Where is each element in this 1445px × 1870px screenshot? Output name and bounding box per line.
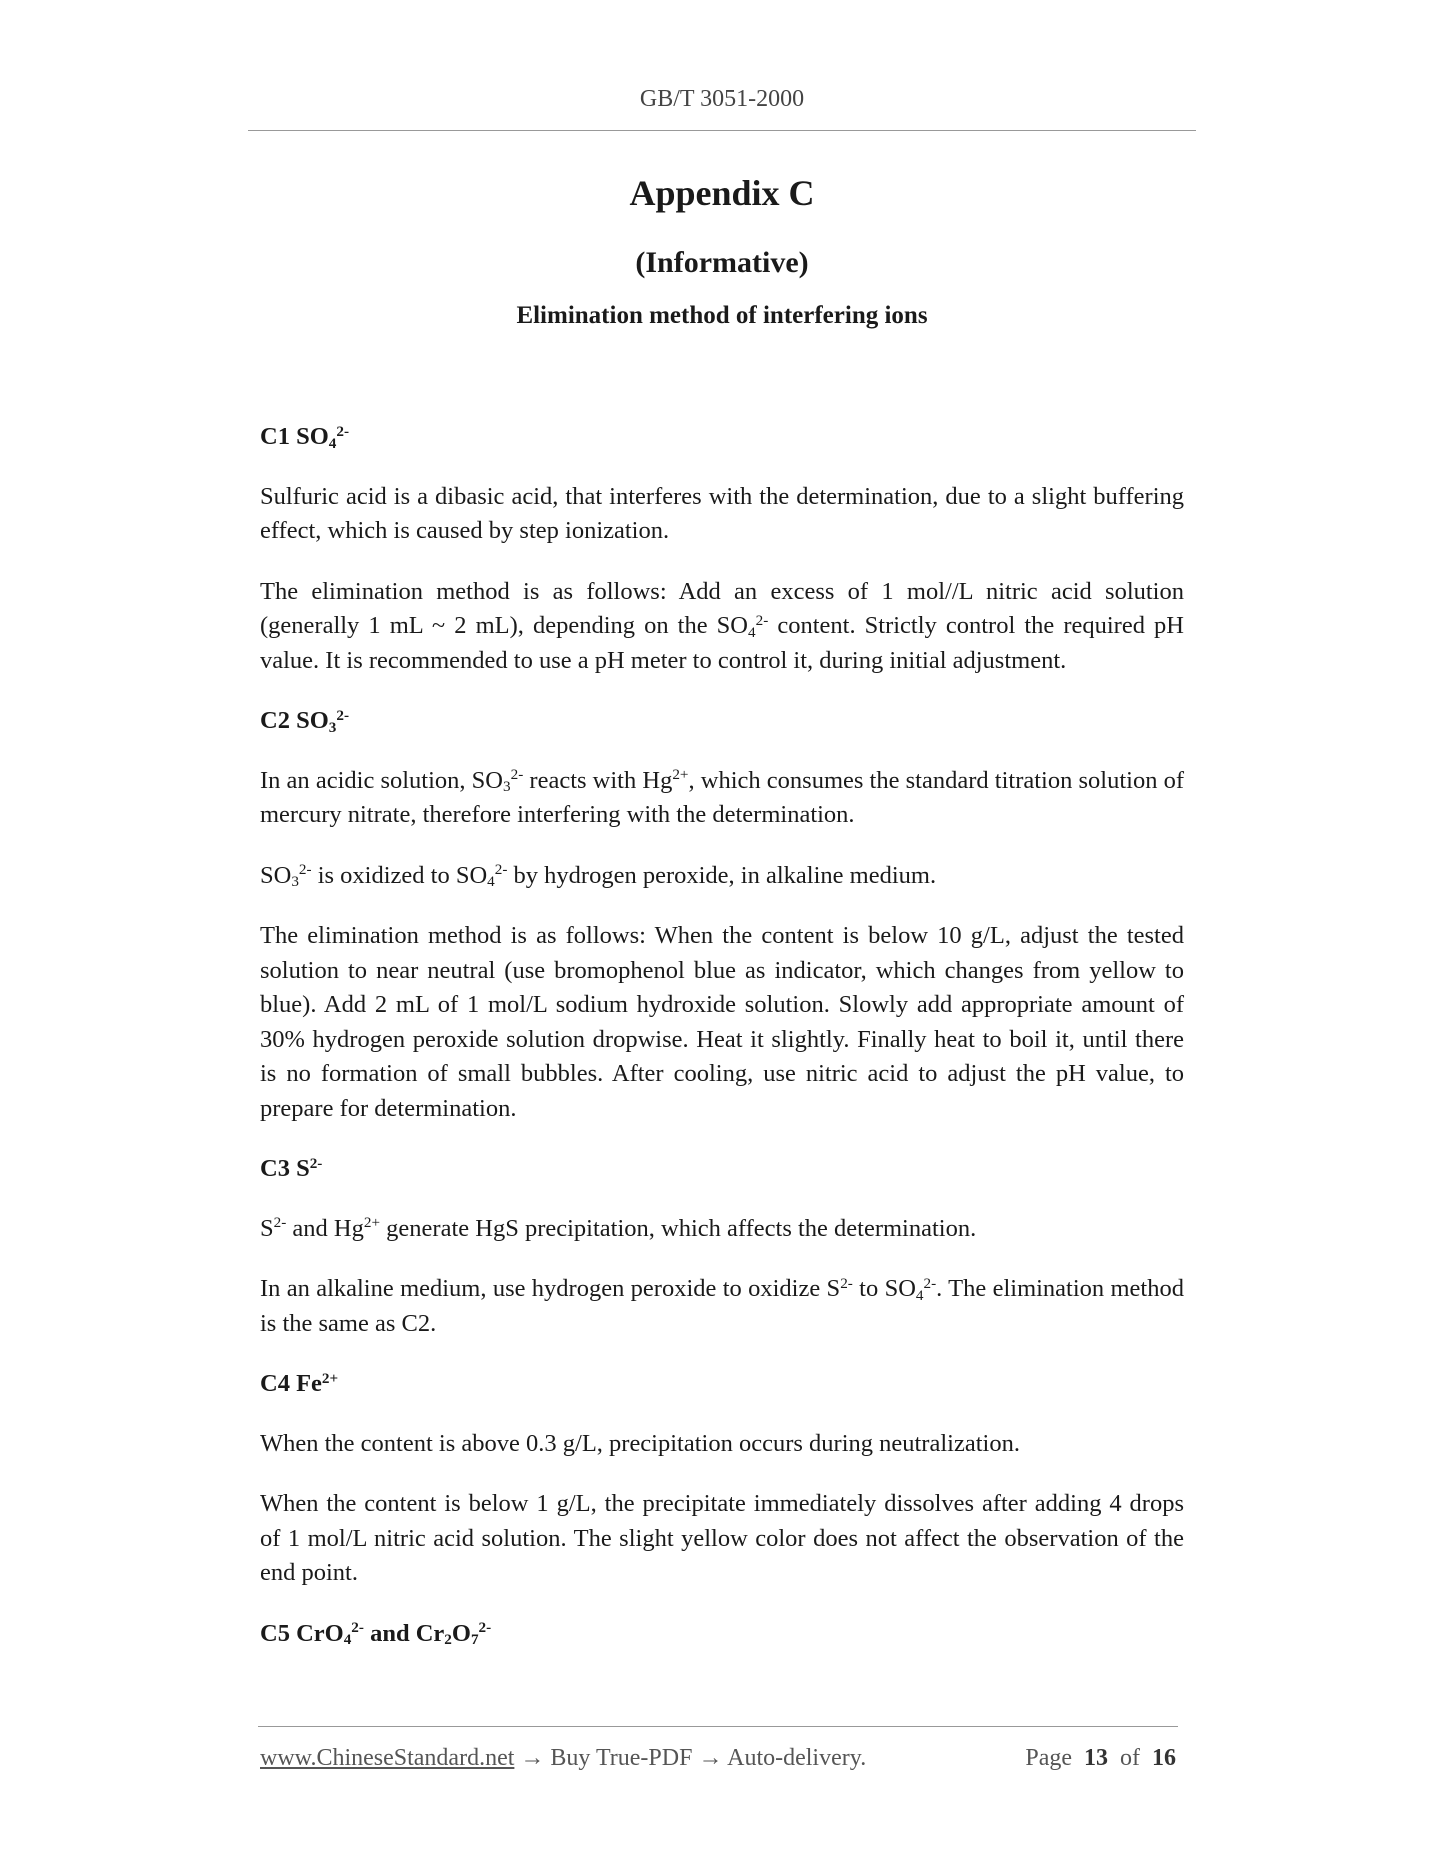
paragraph: In an acidic solution, $SO_3^{2-}$ reacts with $Hg^{2+}$, which consumes the standard titration solution of mercury nitrate, therefore interfering with the determination. — [260, 766, 1185, 828]
appendix-title: Appendix C — [629, 173, 815, 213]
footer-left — [260, 1745, 866, 1771]
document-body — [260, 420, 1184, 1676]
section-heading-c5: C5 CrO$_4^{2-}$ and $Cr_2O_7^{2-}$ — [260, 1619, 492, 1649]
paragraph: When the content is below 1 g/L, the precipitate immediately dissolves after adding 4 drops of 1 mol/L nitric acid solution. The slight yellow color does not affect the observation of the end point. — [260, 1490, 1184, 1586]
document-code-header: GB/T 3051-2000 — [639, 86, 805, 112]
appendix-subtitle: Elimination method of interfering ions — [516, 302, 928, 329]
website-link[interactable]: www.ChineseStandard.net — [260, 1745, 515, 1771]
paragraph: In an alkaline medium, use hydrogen peroxide to oxidize $S^{2-}$ to $SO_4^{2-}$. The elimination method is the same as C2. — [260, 1274, 1184, 1337]
page-footer — [260, 1745, 1176, 1772]
section-heading-c3: C3 $S^{2-}$ — [260, 1154, 323, 1182]
paragraph: The elimination method is as follows: Add an excess of 1 mol//L nitric acid solution (generally 1 mL ~ 2 mL), depending on the $SO_4^{2-}$ content. Strictly control the required pH value. It is recommended to use a pH meter to control it, during initial adjustment. — [260, 577, 1184, 674]
footer-divider — [258, 1726, 1178, 1727]
section-heading-c2: C2 $SO_3^{2-}$ — [260, 706, 350, 736]
page-number: Page 13 of 16 — [1025, 1745, 1176, 1771]
paragraph: The elimination method is as follows: When the content is below 10 g/L, adjust the tested solution to near neutral (use bromophenol blue as indicator, which changes from yellow to blue). Add 2 mL of 1 mol/L sodium hydroxide solution. Slowly add appropriate amount of 30% hydrogen peroxide solution dropwise. Heat it slightly. Finally heat to boil it, until there is no formation of small bubbles. After cooling, use nitric acid to adjust the pH value, to prepare for determination. — [260, 922, 1184, 1122]
paragraph: $SO_3^{2-}$ is oxidized to $SO_4^{2-}$ by hydrogen peroxide, in alkaline medium. — [260, 861, 937, 891]
paragraph: $S^{2-}$ and $Hg^{2+}$ generate HgS precipitation, which affects the determination. — [260, 1214, 977, 1242]
paragraph: When the content is above 0.3 g/L, precipitation occurs during neutralization. — [260, 1429, 1020, 1457]
footer-promo-text: → Buy True-PDF → Auto-delivery. — [514, 1745, 867, 1771]
appendix-type: (Informative) — [635, 246, 809, 279]
paragraph: Sulfuric acid is a dibasic acid, that interferes with the determination, due to a slight buffering effect, which is caused by step ionization. — [260, 482, 1184, 544]
header-divider — [248, 130, 1196, 131]
section-heading-c1: C1 $SO_4^{2-}$ — [260, 422, 350, 452]
section-heading-c4: C4 $Fe^{2+}$ — [260, 1369, 339, 1397]
